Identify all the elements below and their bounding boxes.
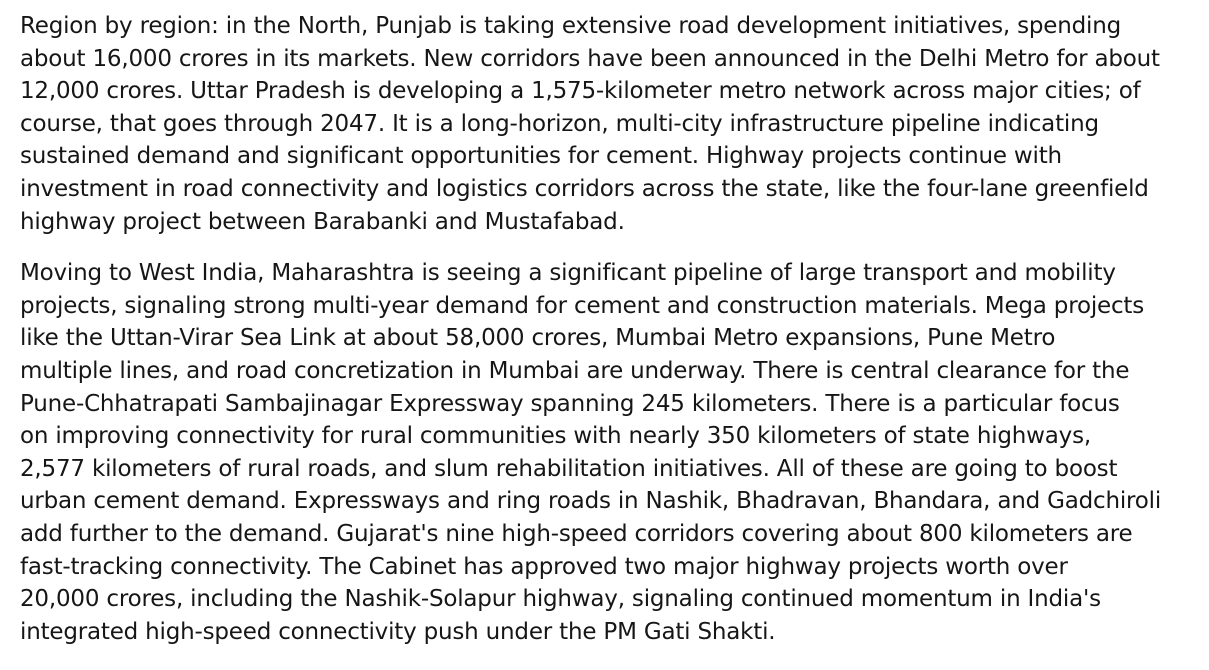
text-line: 12,000 crores. Uttar Pradesh is developing a 1,575-kilometer metro network across major cities; of [20,78,1141,105]
text-line: investment in road connectivity and logistics corridors across the state, like the four-lane greenfield [20,175,1149,202]
text-line: sustained demand and significant opportunities for cement. Highway projects continue with [20,143,1062,170]
text-line: projects, signaling strong multi-year demand for cement and construction materials. Mega projects [20,292,1145,319]
text-line: 2,577 kilometers of rural roads, and slum rehabilitation initiatives. All of these are going to boost [20,455,1118,482]
text-line: urban cement demand. Expressways and ring roads in Nashik, Bhadravan, Bhandara, and Gadchiroli [20,488,1162,515]
paragraph-north-region [20,10,1189,238]
text-line: Moving to West India, Maharashtra is seeing a significant pipeline of large transport and mobility [20,260,1116,287]
text-line: multiple lines, and road concretization in Mumbai are underway. There is central clearance for the [20,357,1130,384]
text-line: Region by region: in the North, Punjab is taking extensive road development initiatives, spending [20,13,1121,39]
text-line: highway project between Barabanki and Mustafabad. [20,208,625,235]
paragraph-west-region [20,257,1189,648]
text-line: Pune-Chhatrapati Sambajinagar Expressway spanning 245 kilometers. There is a particular focus [20,390,1120,417]
text-line: integrated high-speed connectivity push under the PM Gati Shakti. [20,618,776,645]
text-line: 20,000 crores, including the Nashik-Solapur highway, signaling continued momentum in India's [20,586,1101,613]
text-line: about 16,000 crores in its markets. New corridors have been announced in the Delhi Metro for about [20,45,1160,72]
text-line: on improving connectivity for rural communities with nearly 350 kilometers of state highways, [20,423,1091,450]
text-line: like the Uttan-Virar Sea Link at about 58,000 crores, Mumbai Metro expansions, Pune Metro [20,325,1056,352]
text-line: course, that goes through 2047. It is a long-horizon, multi-city infrastructure pipeline indicating [20,110,1099,137]
text-line: fast-tracking connectivity. The Cabinet has approved two major highway projects worth over [20,553,1068,580]
text-line: add further to the demand. Gujarat's nine high-speed corridors covering about 800 kilometers are [20,520,1133,547]
